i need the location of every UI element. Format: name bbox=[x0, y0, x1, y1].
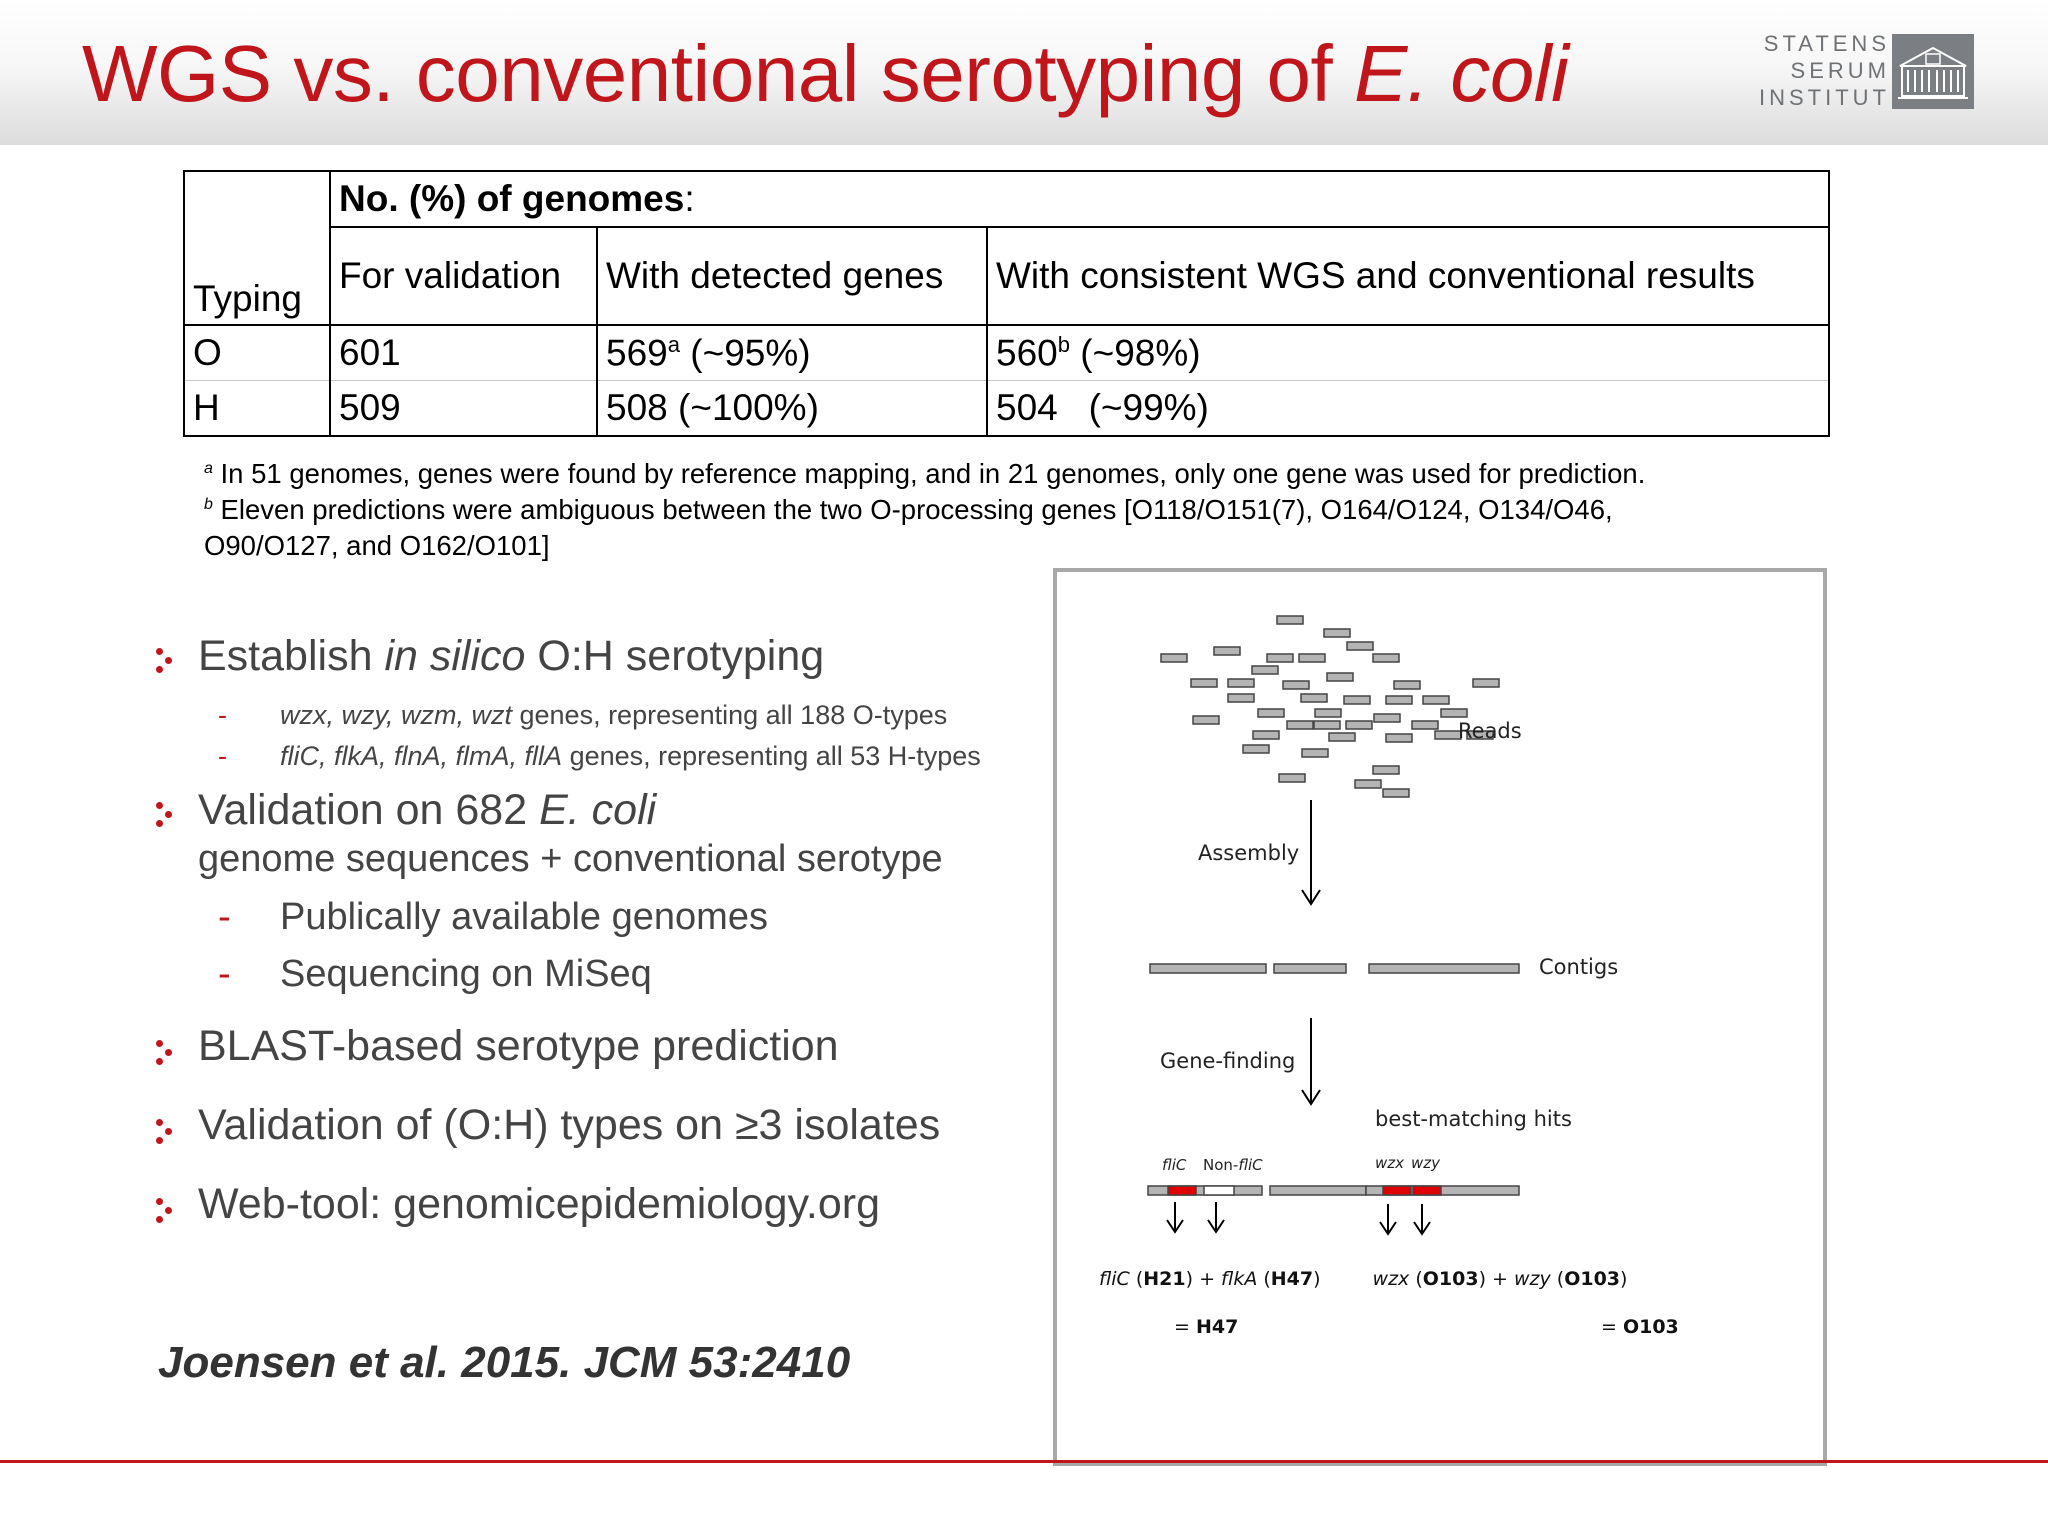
h-f7: H47 bbox=[1270, 1268, 1314, 1290]
h-formula bbox=[1099, 1268, 1321, 1290]
b2-pre: Validation on 682 bbox=[198, 786, 540, 834]
bullet-blast: BLAST-based serotype prediction bbox=[198, 1022, 839, 1070]
column-header: With consistent WGS and conventional results bbox=[987, 227, 1829, 325]
non-flic-prefix: Non- bbox=[1203, 1156, 1239, 1174]
o-result bbox=[1601, 1316, 1679, 1338]
bullet-icon bbox=[156, 1040, 174, 1066]
bullet-icon bbox=[156, 1198, 174, 1224]
cell-value: 560 bbox=[996, 332, 1058, 374]
best-hits-label: best-matching hits bbox=[1375, 1107, 1572, 1131]
footnote-a-text: In 51 genomes, genes were found by reference mapping, and in 21 genomes, only one gene was used for prediction. bbox=[212, 458, 1646, 489]
group-header-bold: No. (%) of genomes bbox=[339, 178, 685, 219]
logo-line-2: SERUM bbox=[1790, 58, 1890, 83]
h-result bbox=[1174, 1316, 1238, 1338]
o-f5: wzy bbox=[1514, 1268, 1551, 1290]
dash-marker: - bbox=[218, 896, 231, 938]
down-arrow-icon bbox=[1302, 800, 1320, 904]
dash-marker: - bbox=[218, 741, 227, 771]
table-cell: H bbox=[184, 381, 330, 437]
contigs-label: Contigs bbox=[1539, 955, 1619, 979]
o-result-eq: = bbox=[1601, 1316, 1623, 1338]
b1-pre: Establish bbox=[198, 632, 385, 680]
table-row bbox=[184, 381, 1829, 437]
o-f7: O103 bbox=[1564, 1268, 1621, 1290]
table-cell: 509 bbox=[330, 381, 597, 437]
bullet-web-tool: Web-tool: genomicepidemiology.org bbox=[198, 1180, 880, 1228]
dash-marker: - bbox=[218, 700, 227, 730]
table-group-header bbox=[330, 171, 1829, 227]
footnote-a bbox=[204, 458, 1645, 490]
sub-bullet-h-genes bbox=[218, 741, 981, 772]
column-header: With detected genes bbox=[597, 227, 987, 325]
footnote-b bbox=[204, 494, 1613, 526]
serotyping-pipeline-diagram bbox=[1053, 568, 1827, 1466]
assembly-label: Assembly bbox=[1198, 841, 1300, 865]
cell-superscript: b bbox=[1057, 331, 1070, 357]
bullet-validation-line2: genome sequences + conventional serotype bbox=[198, 838, 943, 880]
cell-value: 569 bbox=[606, 332, 668, 374]
bullet-icon bbox=[156, 1119, 174, 1145]
cell-superscript: a bbox=[667, 331, 680, 357]
table-cell bbox=[597, 325, 987, 381]
hits-contigs-group bbox=[1148, 1186, 1519, 1195]
h-f2: ( bbox=[1129, 1268, 1144, 1290]
non-flic-label bbox=[1203, 1156, 1263, 1174]
ssi-logo-text bbox=[1730, 30, 1890, 111]
o-f6: ( bbox=[1550, 1268, 1565, 1290]
title-main-text: WGS vs. conventional serotyping of bbox=[82, 29, 1354, 118]
table-cell bbox=[597, 381, 987, 437]
b1-sub2-italic: fliC, flkA, flnA, flmA, fllA bbox=[280, 741, 563, 771]
h-f8: ) bbox=[1313, 1268, 1321, 1290]
b1-sub2-post: genes, representing all 53 H-types bbox=[562, 741, 981, 771]
o-f1: wzx bbox=[1372, 1268, 1410, 1290]
table-cell bbox=[987, 381, 1829, 437]
logo-line-1: STATENS bbox=[1763, 31, 1890, 56]
b1-sub1-post: genes, representing all 188 O-types bbox=[512, 700, 948, 730]
bullet-icon bbox=[156, 802, 174, 828]
title-italic-text: E. coli bbox=[1354, 29, 1569, 118]
bullet-validation-682 bbox=[198, 786, 656, 835]
b1-italic: in silico bbox=[384, 632, 526, 680]
cell-value: 504 bbox=[996, 387, 1058, 428]
table-cell: 601 bbox=[330, 325, 597, 381]
table-corner-typing: Typing bbox=[184, 171, 330, 325]
o-f3: O103 bbox=[1422, 1268, 1479, 1290]
gene-finding-label: Gene-finding bbox=[1160, 1049, 1296, 1073]
bullet-in-silico bbox=[198, 632, 824, 681]
footer-rule bbox=[0, 1460, 2048, 1463]
o-f2: ( bbox=[1409, 1268, 1423, 1290]
cell-value: 508 bbox=[606, 387, 668, 428]
b2-sub2-text: Sequencing on MiSeq bbox=[280, 953, 652, 995]
o-f8: ) bbox=[1620, 1268, 1628, 1290]
cell-percent: (~99%) bbox=[1057, 387, 1209, 428]
footnote-b-text-line1: Eleven predictions were ambiguous between the two O-processing genes [O118/O151(7), O164/O124, O134/O46, bbox=[212, 494, 1613, 525]
table-cell bbox=[987, 325, 1829, 381]
cell-percent: (~95%) bbox=[679, 332, 811, 374]
down-arrow-icon bbox=[1302, 1018, 1320, 1104]
footnote-a-mark: a bbox=[204, 459, 213, 477]
wzx-gene-label: wzx bbox=[1375, 1154, 1405, 1172]
o-formula bbox=[1373, 1268, 1628, 1290]
cell-percent: (~98%) bbox=[1069, 332, 1201, 374]
non-flic-italic: fliC bbox=[1238, 1156, 1263, 1174]
bullet-validation-types: Validation of (O:H) types on ≥3 isolates bbox=[198, 1101, 941, 1149]
dash-marker: - bbox=[218, 953, 231, 995]
h-f4: ) + bbox=[1185, 1268, 1222, 1290]
ssi-building-logo-icon bbox=[1892, 34, 1974, 109]
b1-post: O:H serotyping bbox=[525, 632, 825, 680]
h-f6: ( bbox=[1257, 1268, 1271, 1290]
reads-group bbox=[1161, 616, 1499, 797]
b2-sub1-text: Publically available genomes bbox=[280, 896, 768, 938]
footnote-b-line2: O90/O127, and O162/O101] bbox=[204, 530, 550, 561]
logo-line-3: INSTITUT bbox=[1759, 85, 1890, 110]
o-result-value: O103 bbox=[1622, 1316, 1679, 1338]
h-result-value: H47 bbox=[1195, 1316, 1239, 1338]
wzy-gene-label: wzy bbox=[1411, 1154, 1441, 1172]
o-f4: ) + bbox=[1478, 1268, 1514, 1290]
reads-label: Reads bbox=[1458, 719, 1522, 743]
h-f5: flkA bbox=[1221, 1268, 1258, 1290]
bullet-icon bbox=[156, 648, 174, 674]
footnote-b-mark: b bbox=[204, 495, 213, 513]
h-result-eq: = bbox=[1174, 1316, 1196, 1338]
table-row bbox=[184, 325, 1829, 381]
contigs-group bbox=[1150, 964, 1519, 973]
reference-citation: Joensen et al. 2015. JCM 53:2410 bbox=[158, 1338, 851, 1387]
flic-gene-label: fliC bbox=[1162, 1156, 1187, 1174]
table-cell: O bbox=[184, 325, 330, 381]
results-table bbox=[183, 170, 1830, 437]
h-f3: H21 bbox=[1143, 1268, 1186, 1290]
b1-sub1-italic: wzx, wzy, wzm, wzt bbox=[280, 700, 512, 730]
sub-bullet-public-genomes bbox=[218, 896, 768, 939]
cell-percent: (~100%) bbox=[667, 387, 819, 428]
down-arrow-icon bbox=[1167, 1202, 1430, 1234]
sub-bullet-miseq bbox=[218, 953, 652, 996]
column-header: For validation bbox=[330, 227, 597, 325]
b2-italic: E. coli bbox=[539, 786, 657, 834]
slide-title bbox=[82, 28, 1568, 120]
group-header-suffix: : bbox=[684, 178, 695, 219]
h-f1: fliC bbox=[1099, 1268, 1130, 1290]
sub-bullet-o-genes bbox=[218, 700, 947, 731]
